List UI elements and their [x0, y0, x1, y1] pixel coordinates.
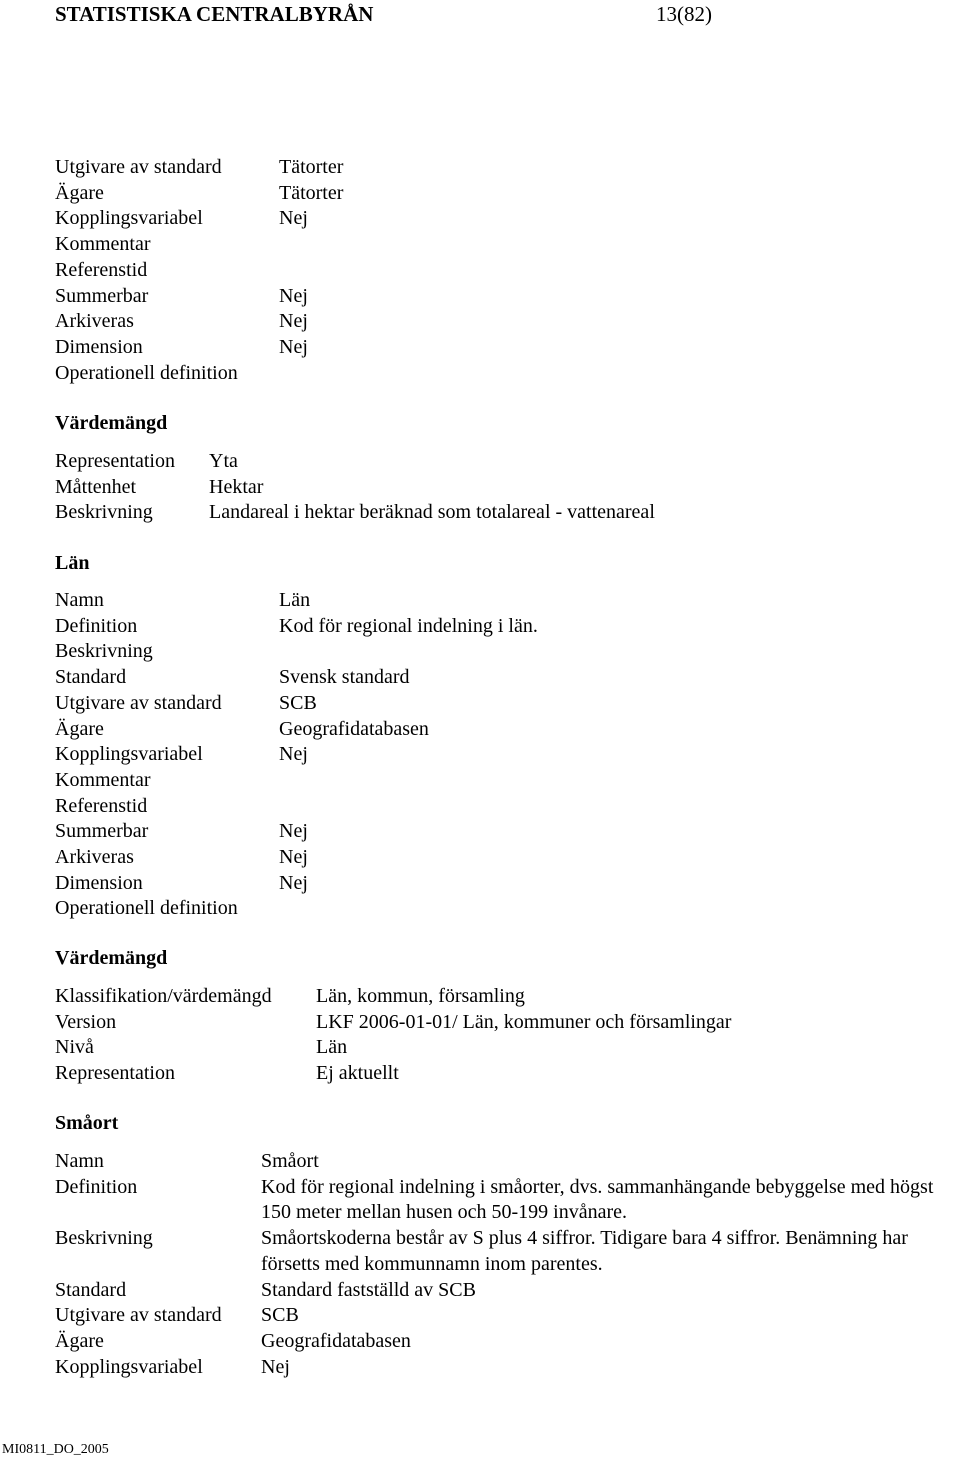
section-heading-vardemangd-2: Värdemängd: [55, 947, 168, 969]
field-row: [55, 361, 960, 387]
field-value: Nej: [279, 743, 308, 766]
field-row: [55, 614, 960, 640]
field-row: [55, 639, 960, 665]
field-row: [55, 665, 960, 691]
field-value: [279, 768, 960, 794]
field-label: Kopplingsvariabel: [55, 1355, 203, 1378]
field-label: Utgivare av standard: [55, 691, 222, 714]
field-value: Kod för regional indelning i län.: [279, 614, 538, 637]
field-value: LKF 2006-01-01/ Län, kommuner och församlingar: [316, 1010, 732, 1033]
field-value: Län: [279, 589, 311, 611]
field-row: [55, 258, 960, 284]
field-value: Svensk standard: [279, 666, 410, 689]
field-value: SCB: [261, 1304, 299, 1327]
field-row: [55, 717, 960, 743]
field-row: [55, 896, 960, 922]
field-row: [55, 1303, 960, 1329]
field-label: Standard: [55, 666, 127, 689]
field-label: Utgivare av standard: [55, 1304, 222, 1327]
field-label: Utgivare av standard: [55, 156, 222, 178]
field-value: Län: [316, 1036, 348, 1059]
field-value: SCB: [279, 691, 317, 714]
field-row: [55, 1035, 960, 1061]
field-label: Representation: [55, 1062, 175, 1085]
field-value: [279, 258, 960, 284]
field-row: [55, 284, 960, 310]
field-label: Definition: [55, 1175, 138, 1198]
field-row: [55, 588, 960, 614]
field-value: Yta: [209, 450, 238, 472]
field-row: [55, 206, 960, 232]
field-row: [55, 691, 960, 717]
smaort-table: [55, 1149, 960, 1380]
field-label: Operationell definition: [55, 897, 238, 920]
field-value: Nej: [261, 1355, 290, 1378]
field-row: [55, 1149, 960, 1175]
lan-table: [55, 588, 960, 922]
field-row: [55, 819, 960, 845]
field-label: Definition: [55, 614, 138, 637]
field-label: Klassifikation/värdemängd: [55, 985, 272, 1007]
field-label: Ägare: [55, 1329, 104, 1352]
vardemangd-2-table: [55, 984, 960, 1087]
field-label: Beskrivning: [55, 501, 153, 524]
field-value: [279, 232, 960, 258]
field-value: Nej: [279, 335, 308, 358]
field-label: Operationell definition: [55, 361, 238, 384]
field-label: Dimension: [55, 871, 143, 894]
field-value: Hektar: [209, 475, 264, 498]
field-row: [55, 794, 960, 820]
field-value: [279, 639, 960, 665]
field-label: Kommentar: [55, 768, 151, 791]
field-row: [55, 335, 960, 361]
field-label: Namn: [55, 1150, 104, 1172]
field-row: [55, 1061, 960, 1087]
field-row: [55, 742, 960, 768]
field-value: Tätorter: [279, 156, 344, 178]
field-label: Dimension: [55, 335, 143, 358]
field-label: Beskrivning: [55, 1227, 153, 1250]
field-label: Ägare: [55, 717, 104, 740]
field-label: Kommentar: [55, 233, 151, 256]
field-label: Arkiveras: [55, 310, 134, 333]
field-value: Tätorter: [279, 181, 344, 204]
field-label: Kopplingsvariabel: [55, 207, 203, 230]
field-value: Nej: [279, 820, 308, 843]
field-value: [279, 361, 960, 387]
field-row: [55, 1226, 960, 1277]
field-value: Småortskoderna består av S plus 4 siffror. Tidigare bara 4 siffror. Benämning har försetts med kommunnamn inom parentes.: [261, 1227, 908, 1275]
field-value: [279, 794, 960, 820]
field-value: Standard fastställd av SCB: [261, 1278, 476, 1301]
field-label: Beskrivning: [55, 640, 153, 663]
field-label: Version: [55, 1010, 117, 1033]
field-value: Nej: [279, 871, 308, 894]
field-label: Ägare: [55, 181, 104, 204]
field-row: [55, 871, 960, 897]
field-value: Ej aktuellt: [316, 1062, 399, 1085]
field-value: Nej: [279, 207, 308, 230]
field-label: Måttenhet: [55, 475, 137, 498]
field-row: [55, 845, 960, 871]
field-row: [55, 500, 960, 526]
field-row: [55, 1010, 960, 1036]
footer-document-id: MI0811_DO_2005: [2, 1442, 109, 1457]
field-label: Referenstid: [55, 794, 148, 817]
field-row: [55, 475, 960, 501]
header-organization: STATISTISKA CENTRALBYRÅN: [55, 2, 374, 26]
field-row: [55, 1355, 960, 1381]
field-value: Kod för regional indelning i småorter, dvs. sammanhängande bebyggelse med högst 150 meter mellan husen och 50-199 invånare.: [261, 1175, 934, 1224]
field-label: Summerbar: [55, 820, 149, 843]
field-label: Nivå: [55, 1036, 94, 1059]
section-heading-smaort: Småort: [55, 1112, 119, 1134]
field-value: Geografidatabasen: [261, 1329, 411, 1352]
field-label: Referenstid: [55, 258, 148, 281]
field-value: Geografidatabasen: [279, 717, 429, 740]
field-value: Småort: [261, 1150, 319, 1172]
field-value: Län, kommun, församling: [316, 985, 525, 1007]
field-row: [55, 232, 960, 258]
field-row: [55, 984, 960, 1010]
field-row: [55, 1278, 960, 1304]
field-row: [55, 449, 960, 475]
tatorter-meta-table: [55, 155, 960, 386]
field-label: Standard: [55, 1278, 127, 1301]
field-row: [55, 1329, 960, 1355]
field-label: Kopplingsvariabel: [55, 743, 203, 766]
field-row: [55, 309, 960, 335]
field-label: Arkiveras: [55, 846, 134, 869]
field-value: Nej: [279, 846, 308, 869]
field-value: Nej: [279, 284, 308, 307]
section-heading-vardemangd-1: Värdemängd: [55, 412, 168, 434]
field-row: [55, 1175, 960, 1226]
field-label: Summerbar: [55, 284, 149, 307]
field-value: Landareal i hektar beräknad som totalareal - vattenareal: [209, 501, 655, 524]
field-label: Representation: [55, 450, 175, 472]
section-heading-lan: Län: [55, 552, 90, 574]
field-row: [55, 768, 960, 794]
field-row: [55, 181, 960, 207]
header-page-number: 13(82): [656, 2, 712, 26]
field-value: Nej: [279, 310, 308, 333]
field-row: [55, 155, 960, 181]
vardemangd-1-table: [55, 449, 960, 526]
field-value: [279, 896, 960, 922]
field-label: Namn: [55, 589, 104, 611]
